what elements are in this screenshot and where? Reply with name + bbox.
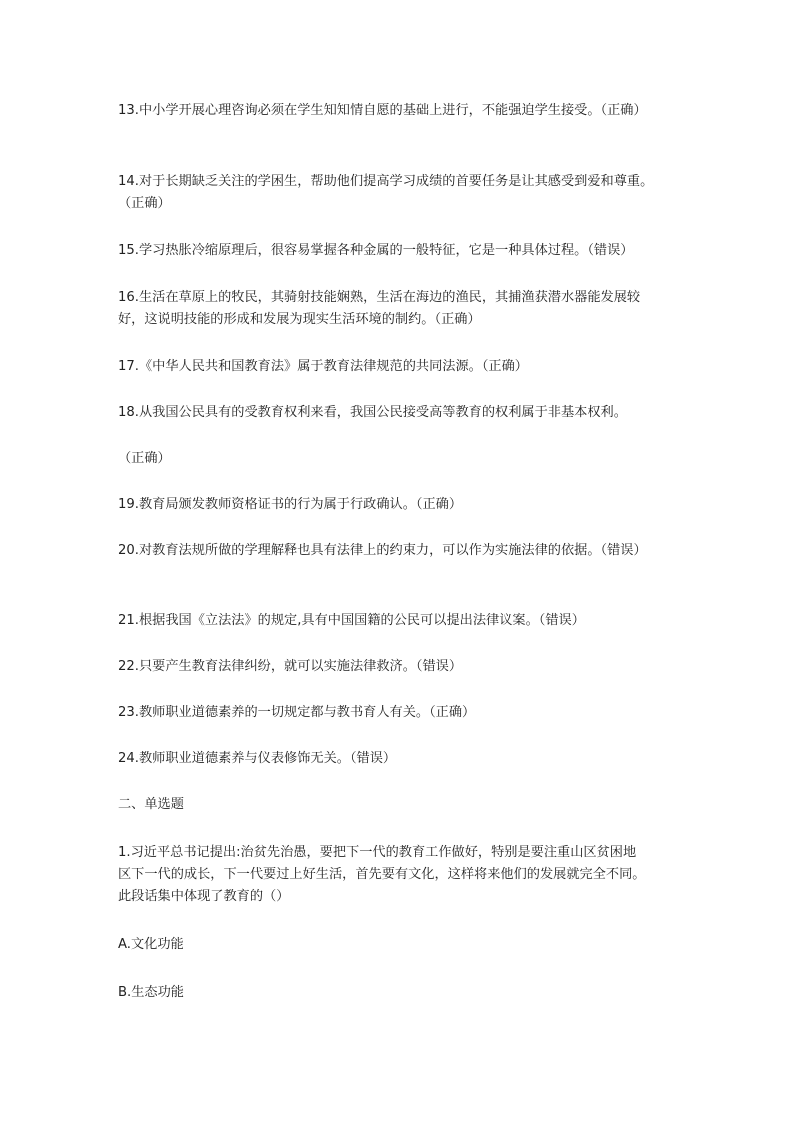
question-16 [118,287,698,331]
question-1-line-1: 1.习近平总书记提出:治贫先治愚，要把下一代的教育工作做好，特别是要注重山区贫困地 [118,845,637,860]
question-16-line-1: 16.生活在草原上的牧民，其骑射技能娴熟，生活在海边的渔民，其捕渔获潜水器能发展较 [118,290,641,305]
question-14-line-2: （正确） [118,196,171,211]
question-17: 17.《中华人民共和国教育法》属于教育法律规范的共同法源。（正确） [118,359,528,374]
question-19: 19.教育局颁发教师资格证书的行为属于行政确认。（正确） [118,497,463,512]
question-1-line-3: 此段话集中体现了教育的（） [118,889,290,904]
question-24: 24.教师职业道德素养与仪表修饰无关。（错误） [118,751,397,766]
question-14 [118,171,698,215]
question-16-line-2: 好，这说明技能的形成和发展为现实生活环境的制约。（正确） [118,312,481,327]
option-b: B.生态功能 [118,985,184,1000]
question-22: 22.只要产生教育法律纠纷，就可以实施法律救济。（错误） [118,659,463,674]
section-heading: 二、单选题 [118,797,184,812]
question-23: 23.教师职业道德素养的一切规定都与教书育人有关。（正确） [118,705,476,720]
question-13: 13.中小学开展心理咨询必须在学生知知情自愿的基础上进行，不能强迫学生接受。（正确） [118,103,647,118]
question-18: 18.从我国公民具有的受教育权利来看，我国公民接受高等教育的权利属于非基本权利。 [118,405,627,420]
question-14-line-1: 14.对于长期缺乏关注的学困生，帮助他们提高学习成绩的首要任务是让其感受到爱和尊重。 [118,174,654,189]
option-a: A.文化功能 [118,937,184,952]
question-20: 20.对教育法规所做的学理解释也具有法律上的约束力，可以作为实施法律的依据。（错误） [118,543,647,558]
question-21: 21.根据我国《立法法》的规定,具有中国国籍的公民可以提出法律议案。（错误） [118,613,585,628]
question-1-line-2: 区下一代的成长，下一代要过上好生活，首先要有文化，这样将来他们的发展就完全不同。 [118,867,646,882]
question-15: 15.学习热胀冷缩原理后，很容易掌握各种金属的一般特征，它是一种具体过程。（错误） [118,243,634,258]
single-choice-question-1 [118,842,698,908]
question-18-answer: （正确） [118,451,171,466]
